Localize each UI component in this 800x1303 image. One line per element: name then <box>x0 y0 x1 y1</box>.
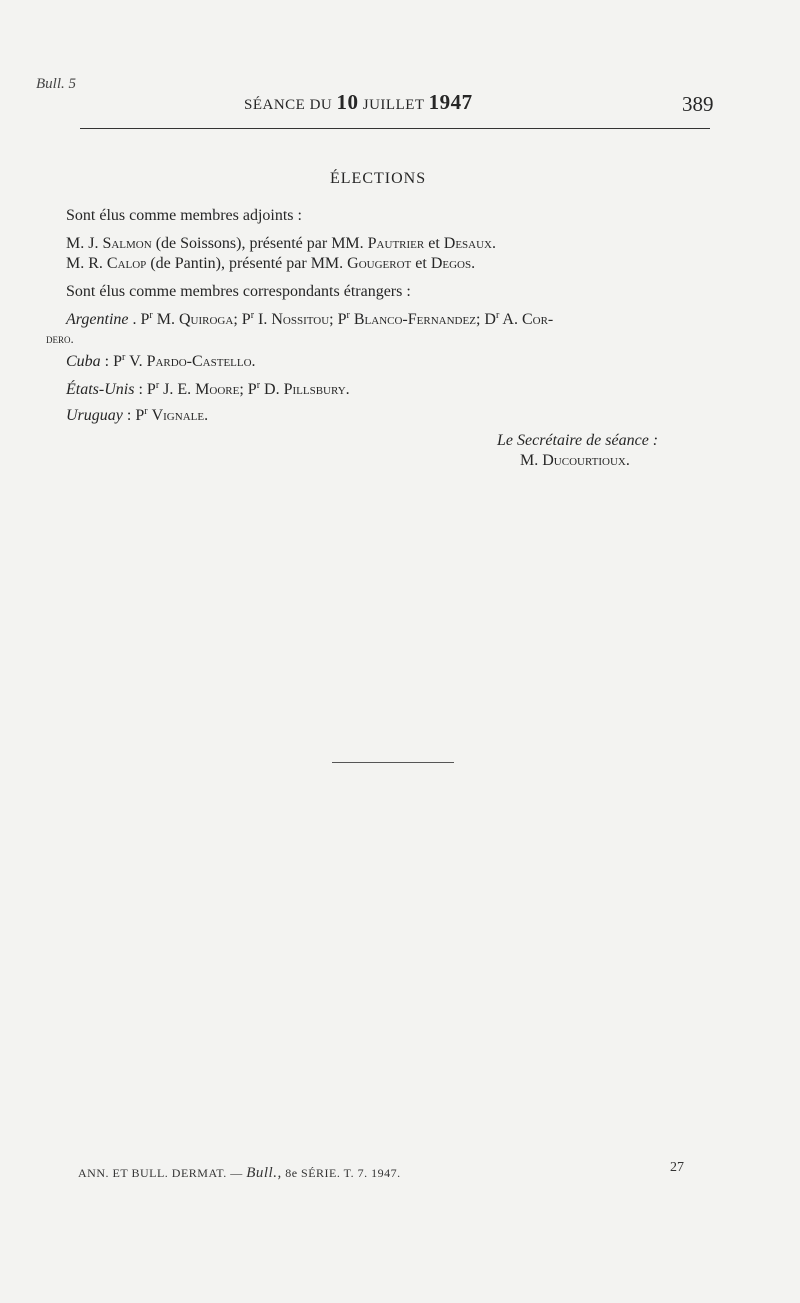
running-head <box>244 90 473 115</box>
initial: D. <box>264 381 280 398</box>
conjunction: et <box>428 235 440 252</box>
footer-line <box>78 1165 401 1182</box>
signature-mark: 27 <box>670 1160 684 1175</box>
title-sup: r <box>149 310 153 321</box>
conjunction: et <box>415 255 427 272</box>
title: P <box>140 311 150 328</box>
country-entry-usa: États-Unis : $P^r$ J. E. Moore; $P^r$ D. Pillsbury. <box>66 380 350 398</box>
title: P <box>146 381 156 398</box>
adjoint-entry-2 <box>66 255 475 273</box>
footer-journal: ANN. ET BULL. DERMAT. — <box>78 1166 243 1180</box>
member-name: Nossitou <box>271 311 330 328</box>
initial: V. <box>129 353 143 370</box>
correspondants-intro: Sont élus comme membres correspondants étrangers : <box>66 283 411 300</box>
separator: . <box>132 311 137 328</box>
sponsor-name: Gougerot <box>347 255 412 272</box>
running-head-day: 10 <box>336 90 359 114</box>
member-name: Quiroga <box>178 311 234 328</box>
country-name: Uruguay <box>66 407 123 424</box>
footer-bull: Bull., <box>246 1165 282 1181</box>
adjoint-prefix: M. R. <box>66 255 103 272</box>
member-name: Blanco-Fernandez <box>353 311 476 328</box>
sponsor-name: Degos. <box>430 255 476 272</box>
title: P <box>337 311 347 328</box>
adjoint-prefix: M. J. <box>66 235 99 252</box>
initial: A. <box>502 311 518 328</box>
country-name: Argentine <box>66 311 129 328</box>
title-sup: r <box>250 310 255 321</box>
running-head-seance: SÉANCE DU <box>244 97 333 113</box>
running-head-month: JUILLET <box>362 97 425 113</box>
initial: M. <box>156 311 175 328</box>
member-name: Moore <box>195 381 240 398</box>
initial: I. <box>258 311 268 328</box>
country-entry-argentine: Argentine . $P^r$ M. Quiroga; $P^r$ I. Nossitou; $P^r$ Blanco-Fernandez; $D^r$ A. Cor- <box>66 310 554 328</box>
volume-mark: Bull. 5 <box>36 76 76 92</box>
running-head-year: 1947 <box>428 90 473 114</box>
signature-role: Le Secrétaire de séance : <box>497 432 659 449</box>
title: P <box>113 353 123 370</box>
section-title: ÉLECTIONS <box>330 170 427 187</box>
title: P <box>247 381 257 398</box>
title: P <box>135 407 145 424</box>
title-sup: r <box>155 380 160 391</box>
signature-surname: Ducourtioux. <box>542 452 630 469</box>
title: D <box>484 311 496 328</box>
title-sup: r <box>122 352 126 363</box>
title-sup: r <box>495 310 500 321</box>
country-entry-uruguay: Uruguay : $P^r$ Vignale. <box>66 406 209 424</box>
signature-name <box>520 452 630 470</box>
member-name: Vignale. <box>151 407 209 424</box>
end-rule <box>332 762 454 763</box>
header-rule <box>80 128 710 129</box>
member-name: Pardo-Castello. <box>146 353 256 370</box>
member-name: Cor- <box>521 311 554 328</box>
title: P <box>241 311 251 328</box>
initial: J. E. <box>163 381 192 398</box>
signature-initial: M. <box>520 452 539 469</box>
title-sup: r <box>346 310 350 321</box>
country-name: États-Unis <box>66 381 135 398</box>
adjoints-intro: Sont élus comme membres adjoints : <box>66 207 302 224</box>
adjoint-name: Calop <box>106 255 147 272</box>
adjoint-rest: (de Pantin), présenté par MM. <box>150 255 344 272</box>
title-sup: r <box>256 380 261 391</box>
member-name: Pillsbury. <box>283 381 350 398</box>
adjoint-rest: (de Soissons), présenté par MM. <box>155 235 364 252</box>
country-entry-cuba: Cuba : $P^r$ V. Pardo-Castello. <box>66 352 256 370</box>
hyphenated-continuation: dero. <box>46 331 74 346</box>
adjoint-name: Salmon <box>102 235 152 252</box>
page-number: 389 <box>682 92 714 116</box>
country-name: Cuba <box>66 353 101 370</box>
adjoint-entry-1 <box>66 235 496 253</box>
title-sup: r <box>144 406 148 417</box>
sponsor-name: Desaux. <box>443 235 496 252</box>
footer-serie: 8e SÉRIE. T. 7. 1947. <box>285 1166 401 1180</box>
sponsor-name: Pautrier <box>367 235 425 252</box>
